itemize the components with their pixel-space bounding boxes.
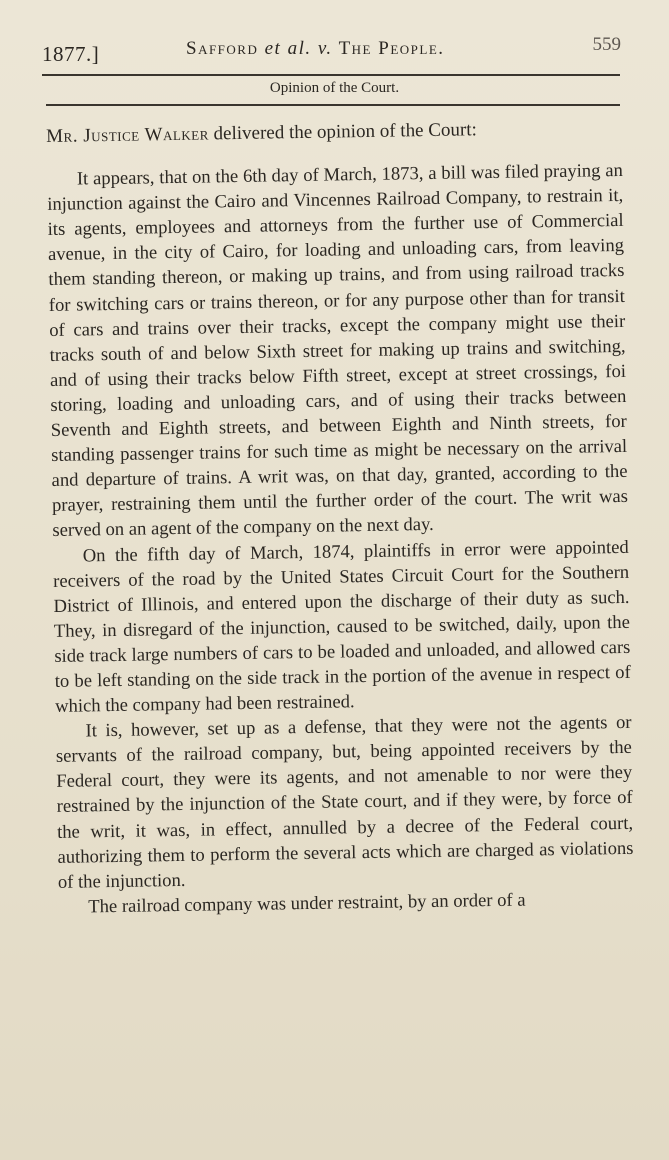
justice-name: Mr. Justice Walker bbox=[46, 123, 209, 147]
paragraph: On the fifth day of March, 1874, plaintiffs in error were appointed receivers of the road by the United States Circuit Court for the Southern District of Illinois, and entered upon the discharge of their duty as such. They, in disregard of the injunction, caused to be switched, daily, upon the side track large numbers of cars to be loaded and unloaded, and allowed cars to be left standing on the side track in the portion of the avenue in respect of which the company had been restrained. bbox=[53, 536, 631, 717]
case-title-part1: Safford bbox=[186, 38, 259, 59]
case-title-part2: The People. bbox=[338, 38, 445, 59]
opinion-intro bbox=[46, 115, 622, 149]
header-year: 1877.] bbox=[42, 42, 100, 66]
subheading-rule bbox=[46, 104, 620, 106]
opinion-body bbox=[46, 115, 634, 920]
paragraph: It appears, that on the 6th day of March, 1873, a bill was filed praying an injunction against the Cairo and Vincennes Railroad Company, to restrain it, its agents, employees and attorneys from the further use of Commercial avenue, in the city of Cairo, for loading and unloading cars, from leaving them standing thereon, or making up trains, and from using railroad tracks for switching cars or trains thereon, or for any purpose other than for transit of cars and trains over their tracks, except the company might use their tracks south of and below Sixth street for making up trains and switching, and of using their tracks below Fifth street, except at street crossings, foi storing, loading and unloading cars, and of using their tracks between Seventh and Eighth streets, and between Eighth and Ninth streets, for standing passenger trains for such time as might be necessary on the arrival and departure of trains. A writ was, on that day, granted, according to the prayer, restraining them until the further order of the court. The writ was served on an agent of the company on the next day. bbox=[47, 160, 629, 542]
header-case-title bbox=[186, 38, 445, 60]
intro-text: delivered the opinion of the Court: bbox=[208, 119, 478, 145]
running-header bbox=[42, 30, 621, 66]
section-subheading: Opinion of the Court. bbox=[269, 80, 400, 96]
header-rule bbox=[42, 74, 620, 76]
page-number: 559 bbox=[592, 34, 621, 55]
paragraph: It is, however, set up as a defense, that they were not the agents or servants of the railroad company, but, being appointed receivers by the Federal court, they were its agents, and not amenable to nor were they restrained by the injunction of the State court, and if they were, by force of the writ, it was, in effect, annulled by a decree of the Federal court, authorizing them to perform the several acts which are charged as violations of the injunction. bbox=[55, 712, 634, 893]
case-title-etal: et al. v. bbox=[264, 38, 333, 59]
paragraph: The railroad company was under restraint, by an order of a bbox=[88, 889, 526, 918]
